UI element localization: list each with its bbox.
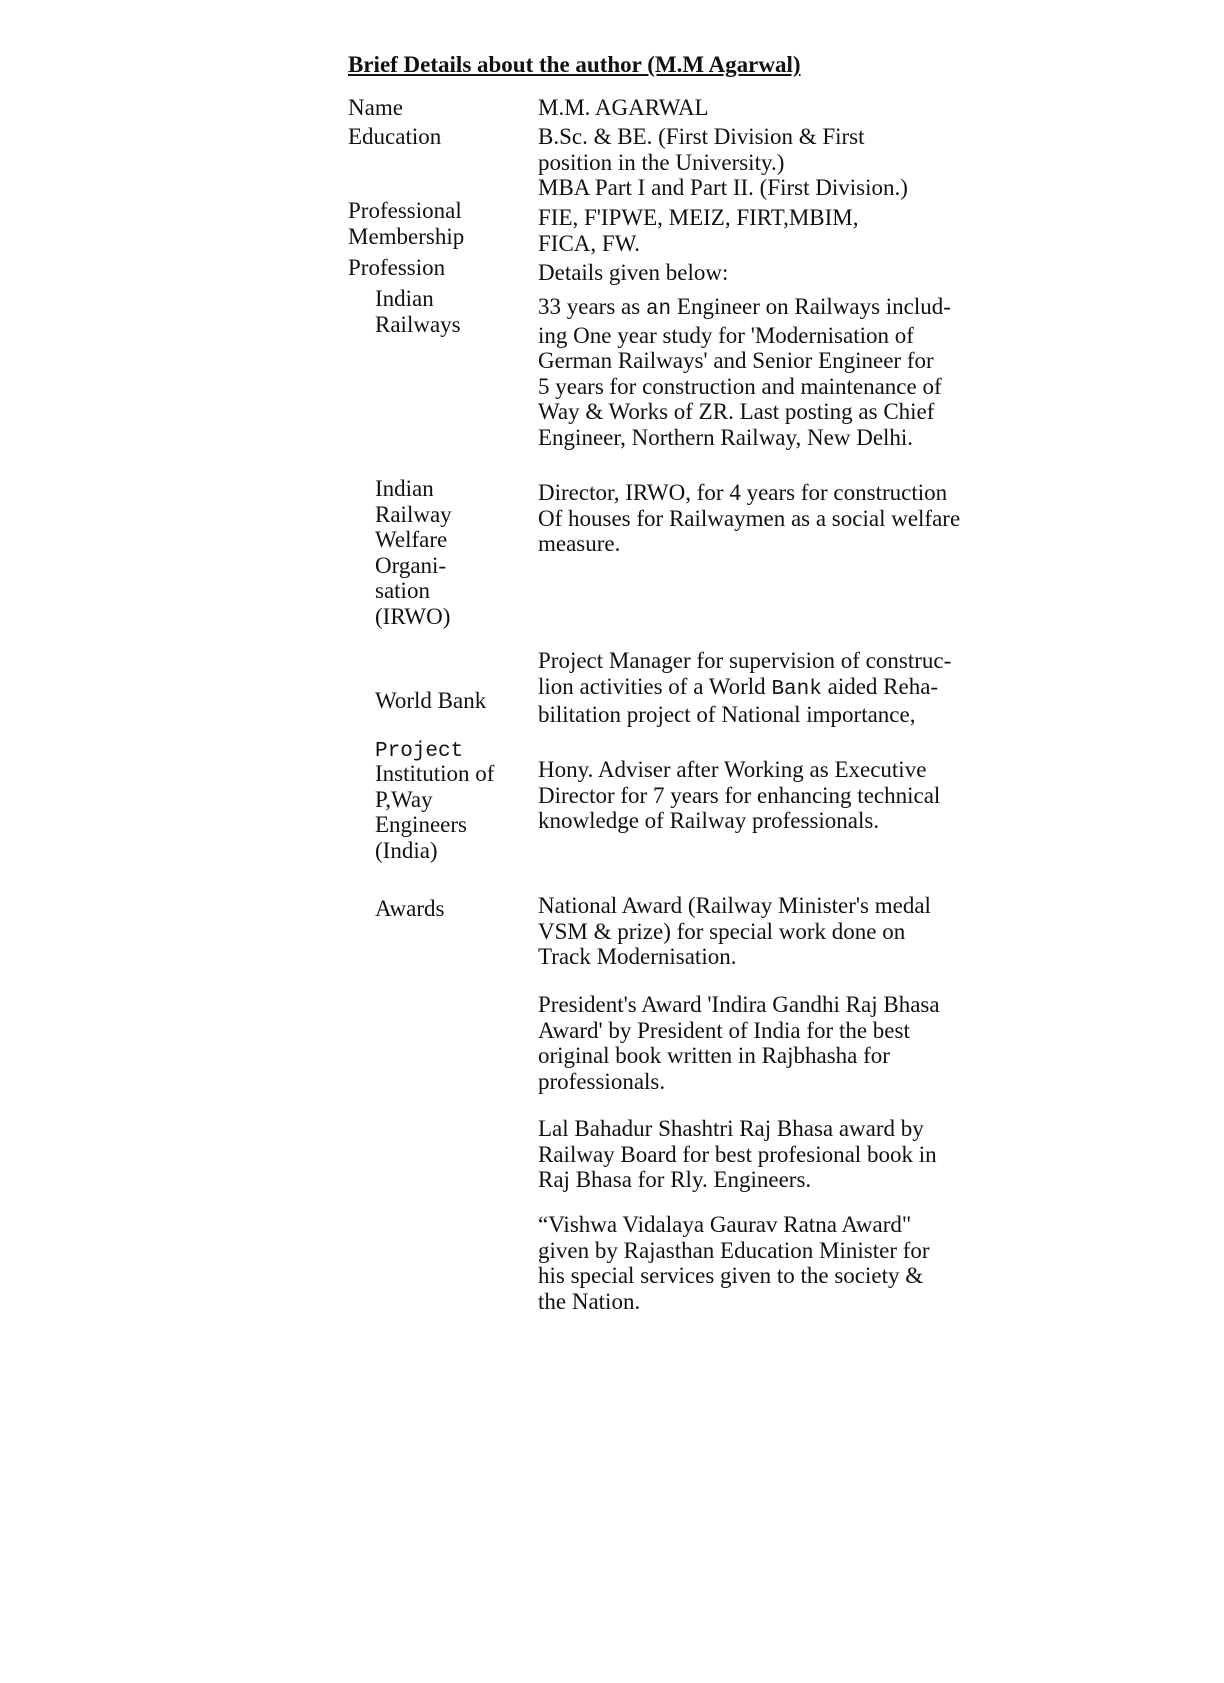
profession-label: Profession [348, 255, 446, 280]
ipwe-line: knowledge of Railway professionals. [538, 808, 880, 833]
award-line: given by Rajasthan Education Minister for [538, 1237, 930, 1263]
award-gaurav-ratna [538, 1212, 998, 1314]
irwo-label: Indian Railway Welfare Organi- sation (IRWO) [375, 476, 452, 629]
award-line: VSM & prize) for special work done on [538, 918, 906, 944]
education-value [538, 124, 998, 201]
award-line: National Award (Railway Minister's medal [538, 893, 931, 918]
world-bank-line: bilitation project of National importance, [538, 702, 916, 727]
award-line: President's Award 'Indira Gandhi Raj Bhasa [538, 992, 940, 1017]
awards-label: Awards [375, 896, 445, 921]
award-line: Railway Board for best profesional book in [538, 1141, 937, 1167]
name-label: Name [348, 95, 403, 120]
irwo-line: Director, IRWO, for 4 years for construction [538, 480, 948, 505]
indian-railways-value [538, 294, 998, 450]
award-lal-bahadur [538, 1116, 998, 1193]
world-bank-label: World Bank Project [375, 687, 487, 763]
irwo-line: measure. [538, 531, 621, 556]
membership-value [538, 205, 998, 256]
award-line: his special services given to the society & [538, 1263, 924, 1288]
education-label: Education [348, 124, 442, 149]
membership-line: FICA, FW. [538, 230, 641, 256]
award-line: “Vishwa Vidalaya Gaurav Ratna Award" [538, 1212, 912, 1237]
award-line: original book written in Rajbhasha for [538, 1043, 890, 1068]
ipwe-line: Hony. Adviser after Working as Executive [538, 757, 927, 782]
membership-label: Professional Membership [348, 198, 465, 249]
award-presidents [538, 992, 998, 1094]
education-line: MBA Part I and Part II. (First Division.) [538, 175, 908, 200]
award-line: professionals. [538, 1068, 666, 1094]
page-title: Brief Details about the author (M.M Agarwal) [348, 52, 801, 77]
indian-railways-line: 5 years for construction and maintenance of [538, 373, 942, 399]
indian-railways-line: Way & Works of ZR. Last posting as Chief [538, 399, 935, 424]
ipwe-line: Director for 7 years for enhancing technical [538, 782, 941, 808]
award-line: Award' by President of India for the best [538, 1017, 910, 1043]
name-value: M.M. AGARWAL [538, 95, 709, 120]
world-bank-line: Project Manager for supervision of construc- [538, 648, 952, 673]
indian-railways-line: ing One year study for 'Modernisation of [538, 322, 914, 348]
education-line: position in the University.) [538, 149, 785, 175]
ipwe-label: Institution of P,Way Engineers (India) [375, 761, 495, 863]
education-line: B.Sc. & BE. (First Division & First [538, 124, 865, 149]
award-national [538, 893, 998, 970]
award-line: the Nation. [538, 1288, 641, 1314]
indian-railways-line: 33 years as an Engineer on Railways includ- [538, 294, 951, 321]
world-bank-line: lion activities of a World Bank aided Reha- [538, 673, 939, 701]
profession-value: Details given below: [538, 260, 729, 285]
indian-railways-line: Engineer, Northern Railway, New Delhi. [538, 424, 914, 450]
award-line: Track Modernisation. [538, 944, 737, 969]
indian-railways-label: Indian Railways [375, 286, 461, 337]
award-line: Lal Bahadur Shashtri Raj Bhasa award by [538, 1116, 924, 1141]
indian-railways-line: German Railways' and Senior Engineer for [538, 348, 934, 373]
ipwe-value [538, 757, 998, 834]
irwo-value [538, 480, 998, 557]
award-line: Raj Bhasa for Rly. Engineers. [538, 1167, 812, 1192]
world-bank-value [538, 648, 998, 728]
membership-line: FIE, F'IPWE, MEIZ, FIRT,MBIM, [538, 205, 859, 230]
irwo-line: Of houses for Railwaymen as a social welfare [538, 505, 961, 531]
